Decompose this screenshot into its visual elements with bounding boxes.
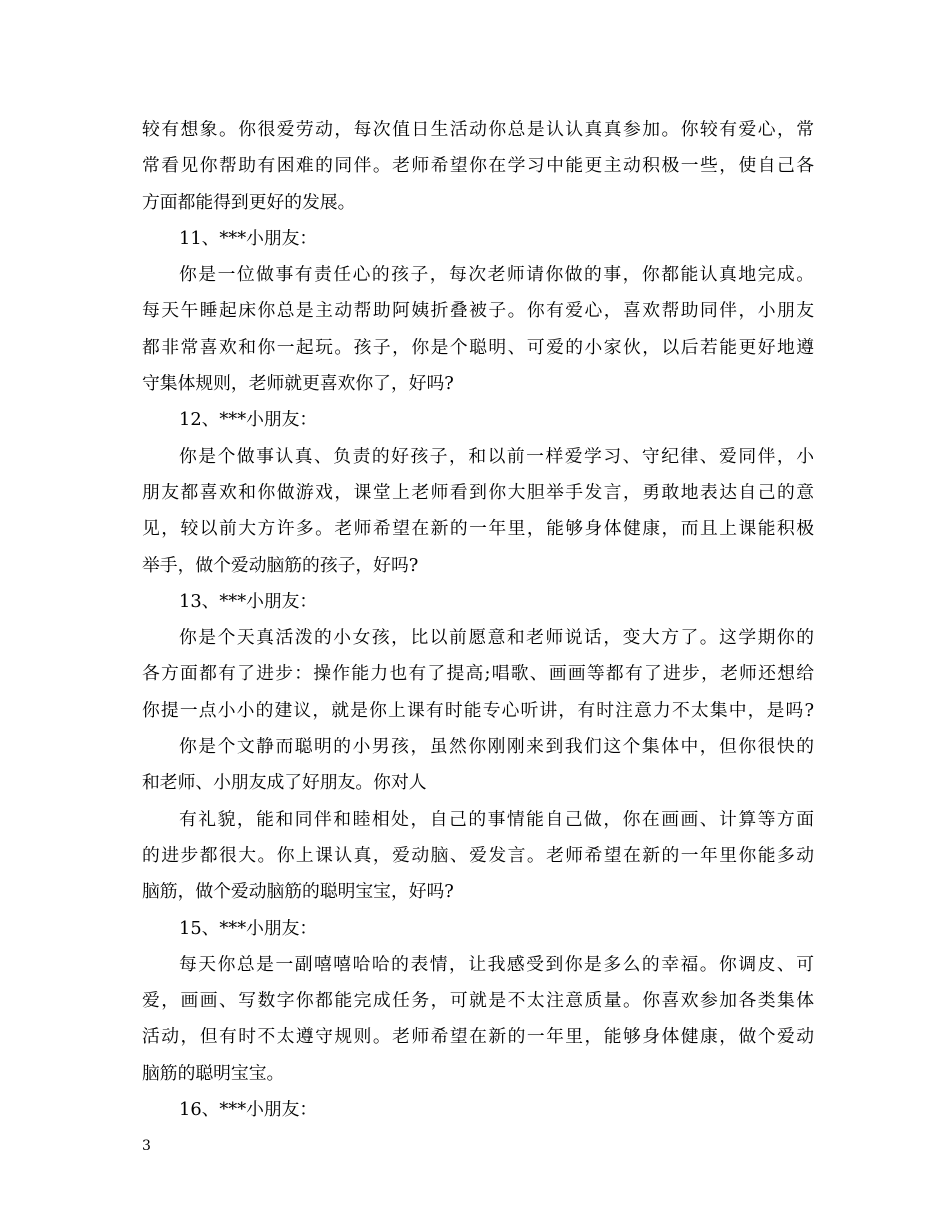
text-line: 有礼貌，能和同伴和睦相处，自己的事情能自己做，你在画画、计算等方面 <box>179 808 814 830</box>
document-body <box>142 112 814 1128</box>
text-line: 各方面都有了进步：操作能力也有了提高;唱歌、画画等都有了进步，老师还想给 <box>142 663 814 685</box>
text-line: 脑筋，做个爱动脑筋的聪明宝宝，好吗? <box>142 881 454 903</box>
text-line: 脑筋的聪明宝宝。 <box>142 1062 285 1084</box>
text-line: 朋友都喜欢和你做游戏，课堂上老师看到你大胆举手发言，勇敢地表达自己的意 <box>142 481 814 503</box>
text-line: 爱，画画、写数字你都能完成任务，可就是不太注意质量。你喜欢参加各类集体 <box>142 990 814 1012</box>
text-line: 守集体规则，老师就更喜欢你了，好吗? <box>142 373 454 395</box>
text-line: 你是个文静而聪明的小男孩，虽然你刚刚来到我们这个集体中，但你很快的 <box>179 736 814 758</box>
text-line: 活动，但有时不太遵守规则。老师希望在新的一年里，能够身体健康，做个爱动 <box>142 1026 814 1048</box>
text-line: 每天午睡起床你总是主动帮助阿姨折叠被子。你有爱心，喜欢帮助同伴，小朋友 <box>142 300 814 322</box>
text-line: 常看见你帮助有困难的同伴。老师希望你在学习中能更主动积极一些，使自己各 <box>142 155 814 177</box>
text-line: 方面都能得到更好的发展。 <box>142 191 356 213</box>
text-line: 你是个天真活泼的小女孩，比以前愿意和老师说话，变大方了。这学期你的 <box>179 627 814 649</box>
text-line: 见，较以前大方许多。老师希望在新的一年里，能够身体健康，而且上课能积极 <box>142 518 814 540</box>
section-heading: 15、***小朋友： <box>179 917 318 939</box>
section-heading: 13、***小朋友： <box>179 590 318 612</box>
section-heading: 16、***小朋友： <box>179 1099 318 1121</box>
text-line: 每天你总是一副嘻嘻哈哈的表情，让我感受到你是多么的幸福。你调皮、可 <box>179 953 814 975</box>
text-line: 较有想象。你很爱劳动，每次值日生活动你总是认认真真参加。你较有爱心，常 <box>142 119 814 140</box>
text-line: 举手，做个爱动脑筋的孩子，好吗? <box>142 554 419 576</box>
text-line: 的进步都很大。你上课认真，爱动脑、爱发言。老师希望在新的一年里你能多动 <box>142 844 814 866</box>
page-number: 3 <box>142 1138 151 1154</box>
section-heading: 11、***小朋友： <box>179 227 318 249</box>
text-line: 都非常喜欢和你一起玩。孩子，你是个聪明、可爱的小家伙，以后若能更好地遵 <box>142 336 814 358</box>
text-line: 你提一点小小的建议，就是你上课有时能专心听讲，有时注意力不太集中，是吗? <box>142 699 814 721</box>
text-line: 你是一位做事有责任心的孩子，每次老师请你做的事，你都能认真地完成。 <box>179 264 814 286</box>
section-heading: 12、***小朋友： <box>179 409 318 431</box>
text-line: 和老师、小朋友成了好朋友。你对人 <box>142 772 427 794</box>
text-line: 你是个做事认真、负责的好孩子，和以前一样爱学习、守纪律、爱同伴，小 <box>179 445 814 467</box>
